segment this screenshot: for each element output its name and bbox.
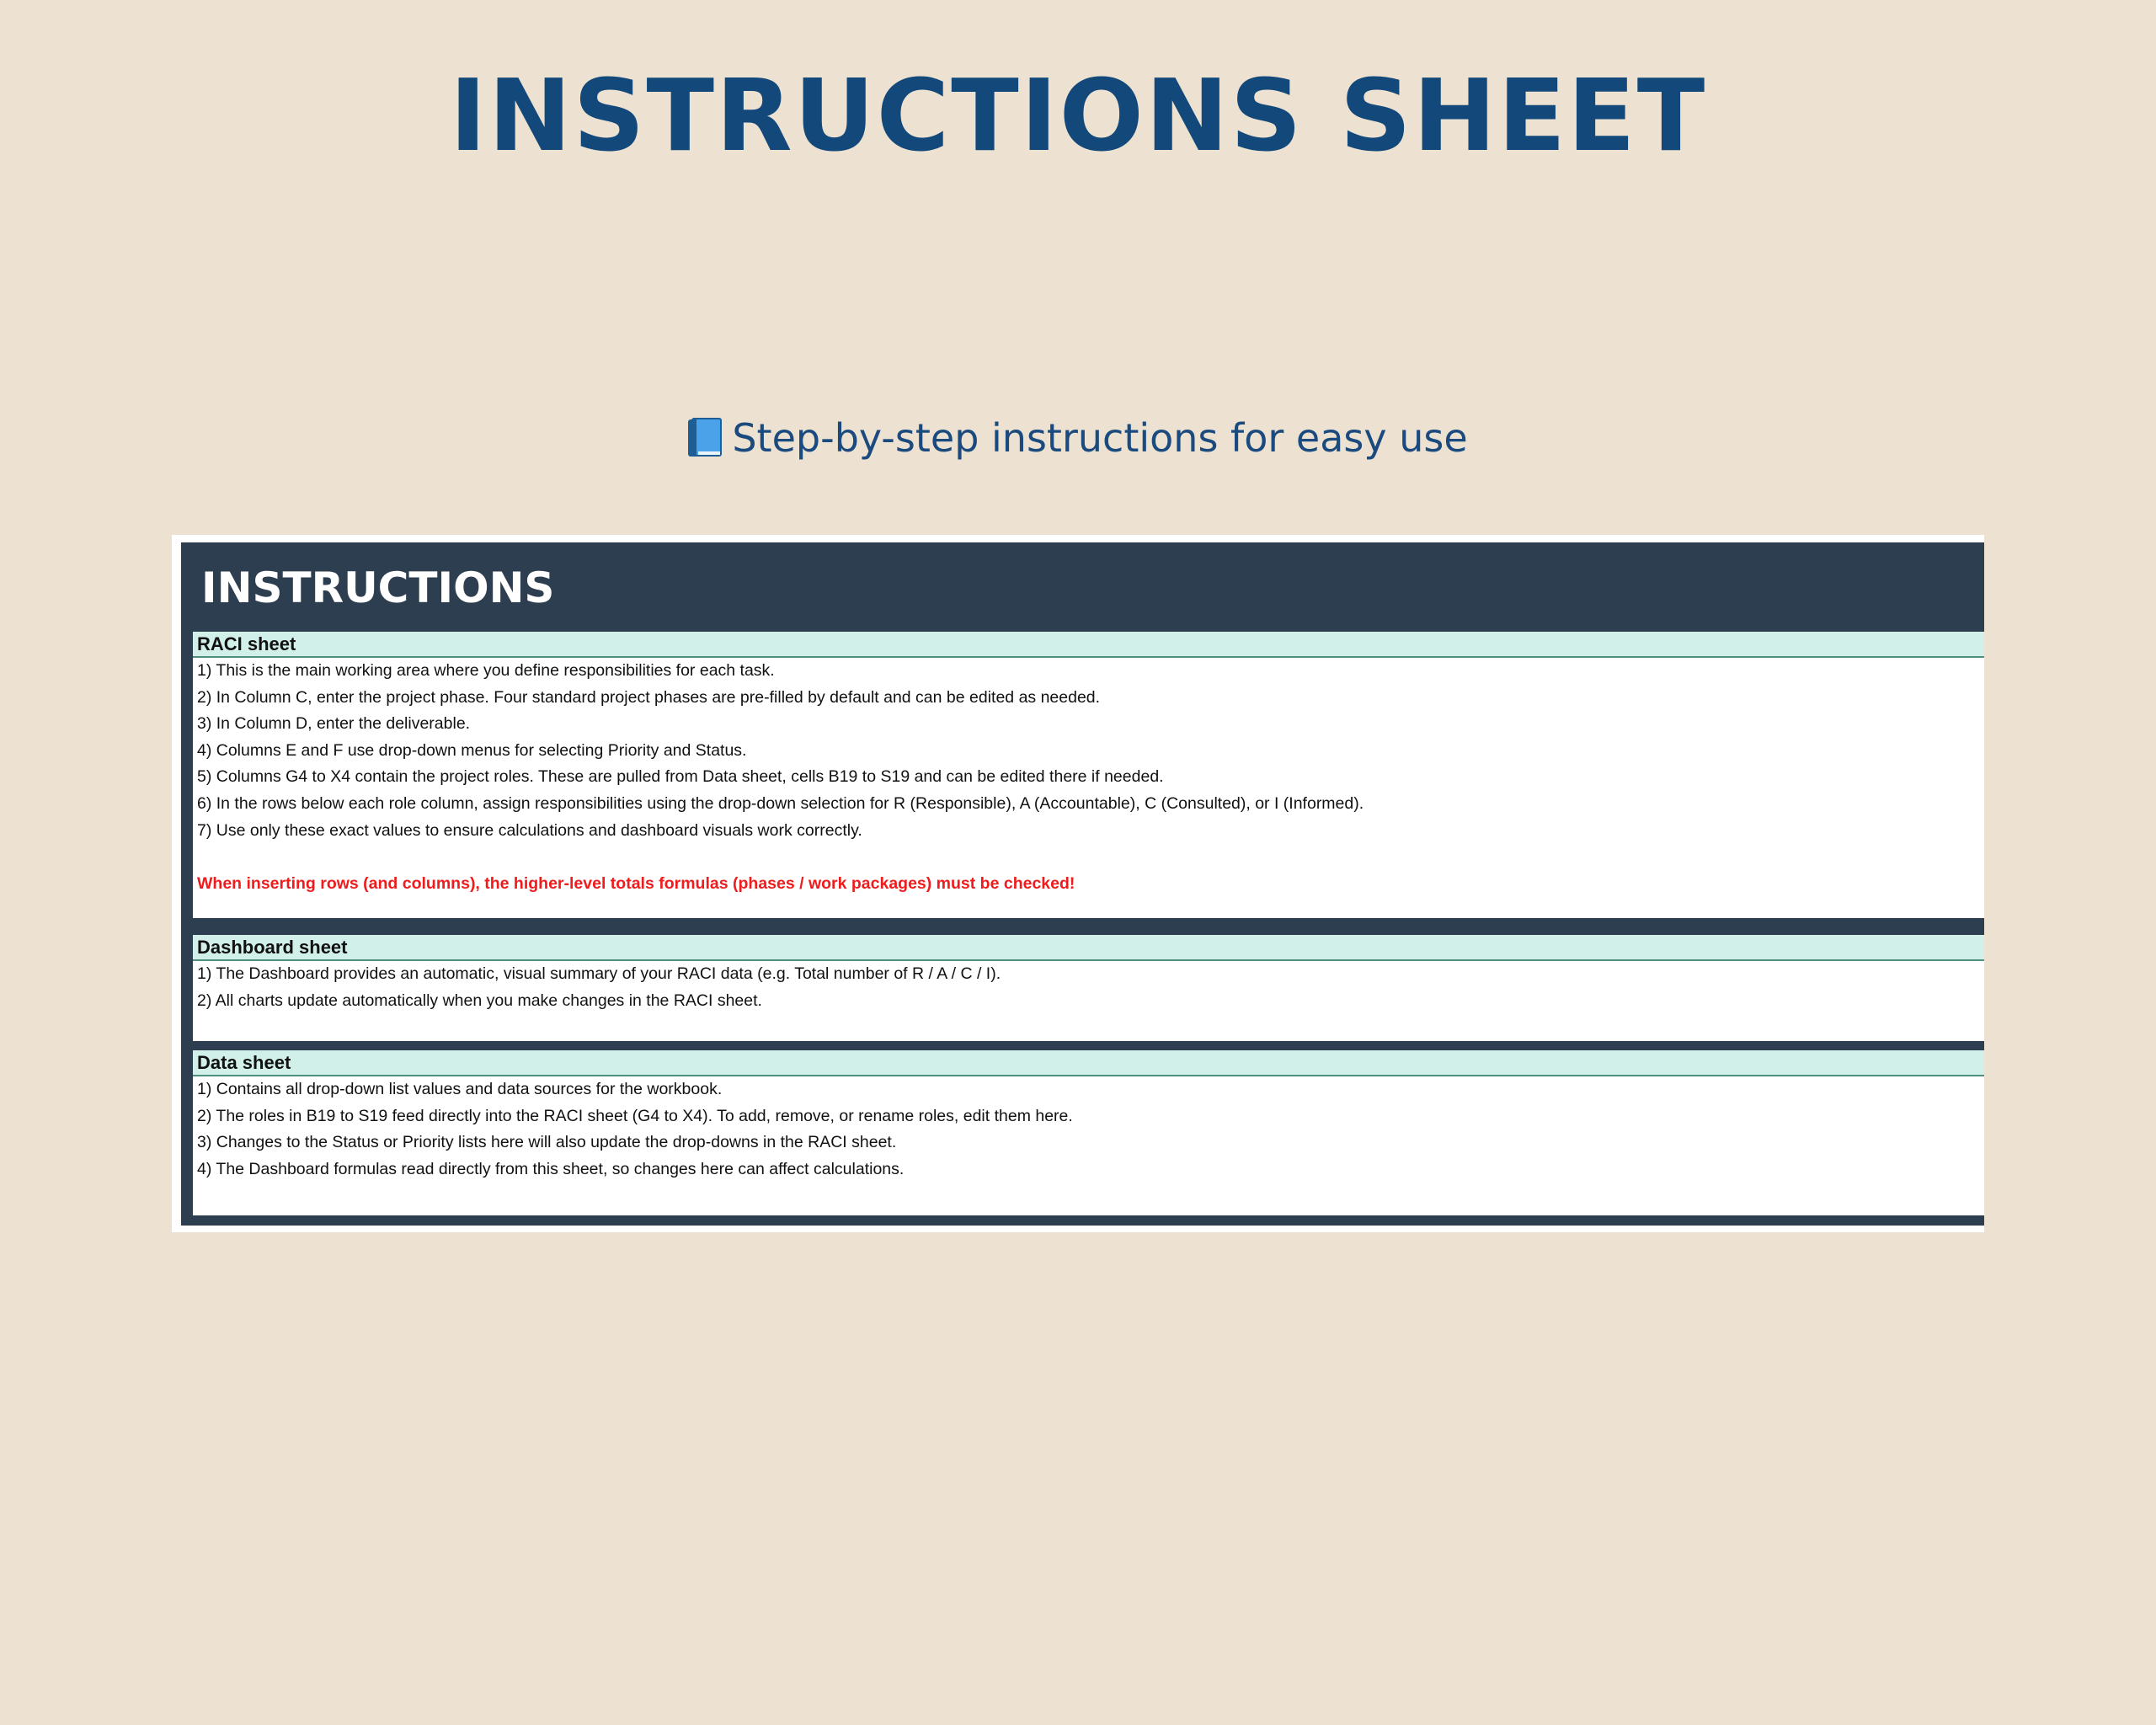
raci-line-1: 1) This is the main working area where you define responsibilities for each task. <box>197 661 775 680</box>
raci-line-5: 5) Columns G4 to X4 contain the project roles. These are pulled from Data sheet, cells B19 to S19 and can be edited there if needed. <box>197 767 1164 787</box>
raci-warning: When inserting rows (and columns), the higher-level totals formulas (phases / work packages) must be checked! <box>197 873 1075 893</box>
data-line-2: 2) The roles in B19 to S19 feed directly into the RACI sheet (G4 to X4). To add, remove, or rename roles, edit them here. <box>197 1106 1073 1125</box>
raci-line-2: 2) In Column C, enter the project phase. Four standard project phases are pre-filled by default and can be edited as needed. <box>197 687 1101 707</box>
subtitle-text: Step-by-step instructions for easy use <box>732 415 1468 461</box>
sheet-header-title: INSTRUCTIONS <box>201 563 555 612</box>
sheet-body <box>181 542 1984 1226</box>
dashboard-line-2: 2) All charts update automatically when you make changes in the RACI sheet. <box>197 991 762 1010</box>
instructions-sheet <box>172 535 1984 1232</box>
raci-section <box>193 632 1984 918</box>
raci-line-7: 7) Use only these exact values to ensure calculations and dashboard visuals work correctly. <box>197 820 862 840</box>
page-subtitle <box>0 409 2156 467</box>
raci-line-6: 6) In the rows below each role column, assign responsibilities using the drop-down selection for R (Responsible), A (Accountable), C (Consulted), or I (Informed). <box>197 793 1364 813</box>
book-icon <box>688 418 722 457</box>
blank-row <box>193 844 1984 871</box>
data-line-4: 4) The Dashboard formulas read directly from this sheet, so changes here can affect calculations. <box>197 1159 905 1178</box>
data-section-title: Data sheet <box>193 1050 1984 1076</box>
dashboard-section-title: Dashboard sheet <box>193 935 1984 961</box>
page-title: INSTRUCTIONS SHEET <box>449 57 1707 174</box>
data-line-3: 3) Changes to the Status or Priority lists here will also update the drop-downs in the RACI sheet. <box>197 1133 897 1152</box>
dashboard-line-1: 1) The Dashboard provides an automatic, visual summary of your RACI data (e.g. Total number of R / A / C / I). <box>197 964 1001 983</box>
raci-line-4: 4) Columns E and F use drop-down menus for selecting Priority and Status. <box>197 740 747 760</box>
dashboard-section <box>193 935 1984 1041</box>
raci-section-title: RACI sheet <box>193 632 1984 658</box>
raci-line-3: 3) In Column D, enter the deliverable. <box>197 714 471 734</box>
data-line-1: 1) Contains all drop-down list values and data sources for the workbook. <box>197 1080 723 1098</box>
data-section <box>193 1050 1984 1215</box>
